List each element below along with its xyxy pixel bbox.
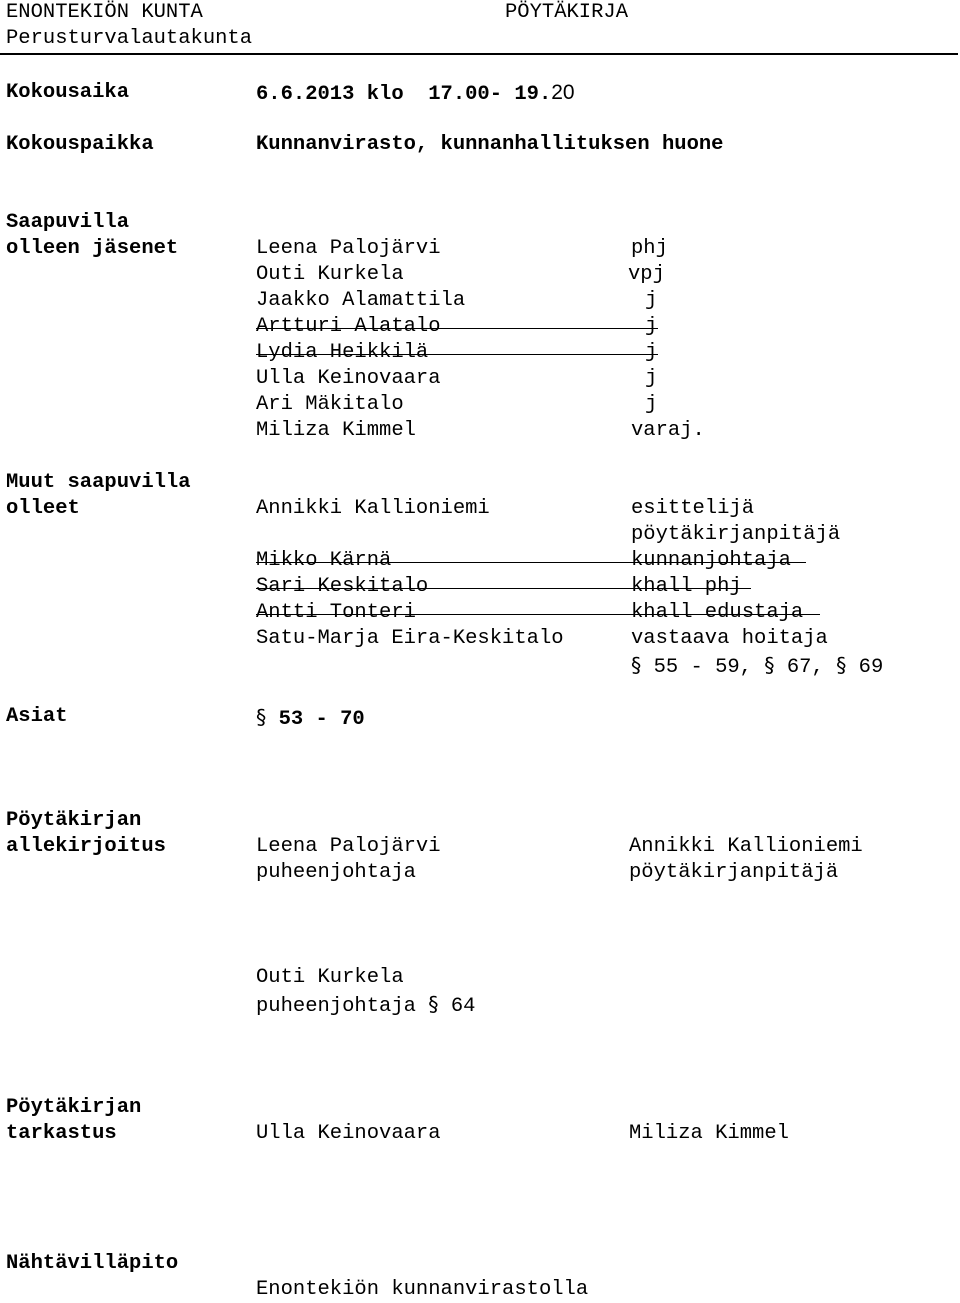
member-role: j xyxy=(645,393,658,416)
member-role: varaj. xyxy=(631,419,705,442)
attendee-role: pöytäkirjanpitäjä xyxy=(631,523,841,546)
member-name: Outi Kurkela xyxy=(256,263,404,286)
member-role: j xyxy=(645,367,658,390)
meeting-time-label: Kokousaika xyxy=(6,81,130,104)
signer-name: Leena Palojärvi xyxy=(256,835,441,858)
others-label-line2: olleet xyxy=(6,497,80,520)
attendee-name: Satu-Marja Eira-Keskitalo xyxy=(256,627,564,650)
display-label: Nähtävilläpito xyxy=(6,1252,179,1275)
members-label-line2: olleen jäsenet xyxy=(6,237,179,260)
attendee-role-struck: kunnanjohtaja xyxy=(631,549,791,572)
meeting-place: Kunnanvirasto, kunnanhallituksen huone xyxy=(256,133,724,156)
document-type: PÖYTÄKIRJA xyxy=(505,1,629,24)
signature-label-line1: Pöytäkirjan xyxy=(6,809,142,832)
items-range: § 53 - 70 xyxy=(256,705,365,731)
attendee-name-struck: Antti Tonteri xyxy=(256,601,416,624)
member-role-struck: j xyxy=(645,315,658,338)
signer-name: Outi Kurkela xyxy=(256,966,404,989)
member-name: Jaakko Alamattila xyxy=(256,289,466,312)
board-name: Perusturvalautakunta xyxy=(6,27,253,50)
attendee-role-struck: khall edustaja xyxy=(631,601,804,624)
member-name: Leena Palojärvi xyxy=(256,237,441,260)
signature-label-line2: allekirjoitus xyxy=(6,835,166,858)
section-symbol: § xyxy=(764,653,775,677)
header-divider xyxy=(0,53,958,55)
items-label: Asiat xyxy=(6,705,68,728)
strikethrough-line xyxy=(256,562,806,563)
strikethrough-line xyxy=(256,328,658,329)
member-role-struck: j xyxy=(645,341,658,364)
strikethrough-line xyxy=(256,614,820,615)
member-role: j xyxy=(645,289,658,312)
member-name: Miliza Kimmel xyxy=(256,419,416,442)
review-label-line1: Pöytäkirjan xyxy=(6,1096,142,1119)
attendee-role: vastaava hoitaja xyxy=(631,627,828,650)
member-role: vpj xyxy=(628,263,665,286)
attendee-role-struck: khall phj xyxy=(631,575,742,598)
review-label-line2: tarkastus xyxy=(6,1122,117,1145)
signer-role: puheenjohtaja § 64 xyxy=(256,992,476,1018)
attendee-name: Annikki Kallioniemi xyxy=(256,497,490,520)
meeting-place-label: Kokouspaikka xyxy=(6,133,154,156)
attendee-name-struck: Mikko Kärnä xyxy=(256,549,392,572)
reviewer-name: Ulla Keinovaara xyxy=(256,1122,441,1145)
display-place: Enontekiön kunnanvirastolla xyxy=(256,1278,589,1301)
attendee-role: esittelijä xyxy=(631,497,755,520)
member-name-struck: Lydia Heikkilä xyxy=(256,341,429,364)
sections-note: § 55 - 59, § 67, § 69 xyxy=(631,653,884,679)
signer-role: pöytäkirjanpitäjä xyxy=(629,861,839,884)
meeting-time xyxy=(256,80,575,108)
member-name: Ulla Keinovaara xyxy=(256,367,441,390)
signer-name: Annikki Kallioniemi xyxy=(629,835,863,858)
section-symbol: § xyxy=(256,705,267,729)
signer-role: puheenjohtaja xyxy=(256,861,416,884)
member-name-struck: Artturi Alatalo xyxy=(256,315,441,338)
members-label-line1: Saapuvilla xyxy=(6,211,130,234)
member-role: phj xyxy=(631,237,668,260)
meeting-time-main: 6.6.2013 klo 17.00- 19. xyxy=(256,83,552,106)
strikethrough-line xyxy=(256,354,658,355)
strikethrough-line xyxy=(256,588,751,589)
section-symbol: § xyxy=(836,653,847,677)
others-label-line1: Muut saapuvilla xyxy=(6,471,191,494)
section-symbol: § xyxy=(428,992,439,1016)
meeting-time-tail: 20 xyxy=(551,81,575,104)
section-symbol: § xyxy=(631,653,642,677)
member-name: Ari Mäkitalo xyxy=(256,393,404,416)
reviewer-name: Miliza Kimmel xyxy=(629,1122,789,1145)
attendee-name-struck: Sari Keskitalo xyxy=(256,575,429,598)
municipality-name: ENONTEKIÖN KUNTA xyxy=(6,1,203,24)
